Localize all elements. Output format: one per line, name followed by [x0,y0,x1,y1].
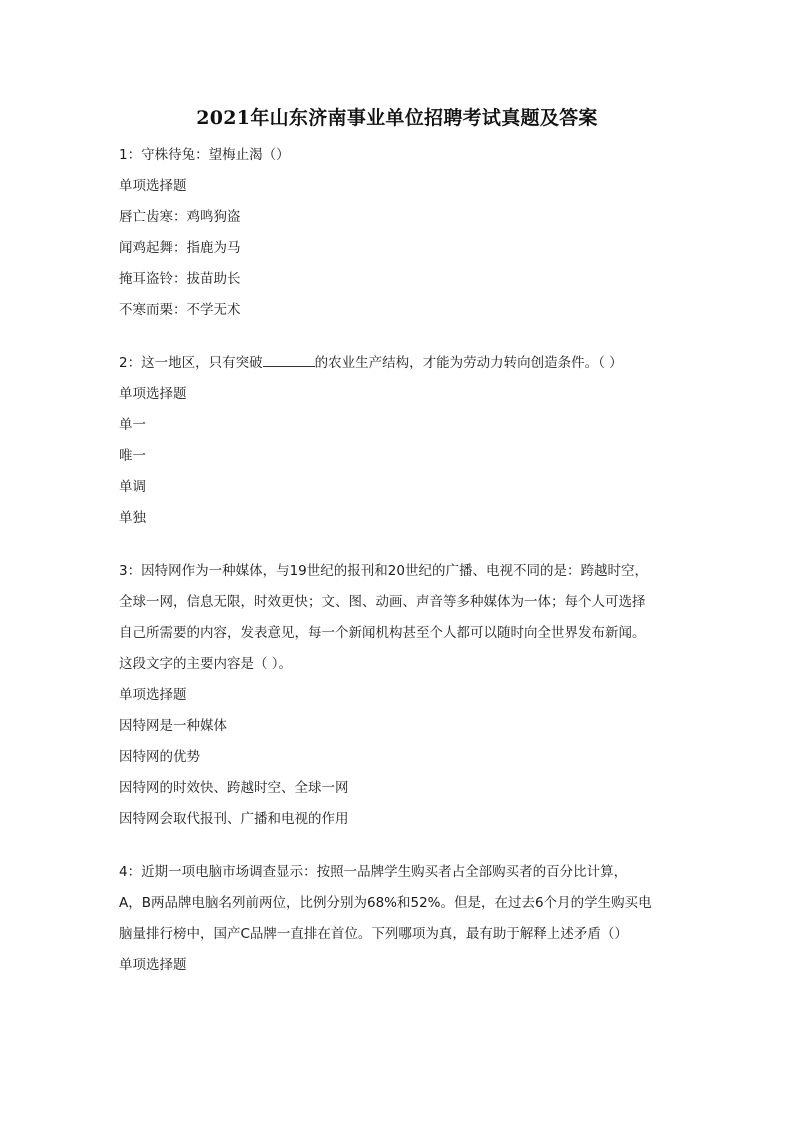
question-type: 单项选择题 [119,178,187,194]
question-type: 单项选择题 [119,386,187,402]
question-stem-line: 3：因特网作为一种媒体，与19世纪的报刊和20世纪的广播、电视不同的是：跨越时空， [119,563,648,579]
question-stem-line: 这段文字的主要内容是（ ）。 [119,656,293,672]
question-stem-line: 1：守株待兔：望梅止渴（） [119,147,290,163]
option-d: 不寒而栗：不学无术 [119,302,241,318]
option-c: 单调 [119,479,146,495]
question-list [119,140,679,1003]
option-a: 唇亡齿寒：鸡鸣狗盗 [119,209,241,225]
question-type: 单项选择题 [119,957,187,973]
question-type: 单项选择题 [119,687,187,703]
fill-in-blank [263,352,315,367]
question-2 [119,348,679,534]
option-d: 因特网会取代报刊、广播和电视的作用 [119,811,349,827]
question-1 [119,140,679,326]
option-a: 因特网是一种媒体 [119,718,227,734]
question-stem-line: 4：近期一项电脑市场调查显示：按照一品牌学生购买者占全部购买者的百分比计算， [119,864,628,880]
question-stem-line: A，B两品牌电脑名列前两位，比例分别为68%和52%。但是，在过去6个月的学生购买电 [119,895,652,911]
stem-before-blank: 2：这一地区，只有突破 [119,355,263,371]
question-stem-line [119,348,679,379]
page-title: 2021年山东济南事业单位招聘考试真题及答案 [196,107,598,129]
question-stem-line: 脑量排行榜中，国产C品牌一直排在首位。下列哪项为真，最有助于解释上述矛盾（） [119,926,628,942]
stem-after-blank: 的农业生产结构，才能为劳动力转向创造条件。（ ） [314,355,623,371]
option-b: 闻鸡起舞：指鹿为马 [119,240,241,256]
question-4 [119,857,679,981]
question-stem-line: 全球一网，信息无限，时效更快；文、图、动画、声音等多种媒体为一体；每个人可选择 [119,594,646,610]
question-stem-line: 自己所需要的内容，发表意见，每一个新闻机构甚至个人都可以随时向全世界发布新闻。 [119,625,646,641]
option-d: 单独 [119,510,146,526]
option-c: 因特网的时效快、跨越时空、全球一网 [119,780,349,796]
option-b: 因特网的优势 [119,749,200,765]
option-a: 单一 [119,417,146,433]
question-3 [119,556,679,835]
option-b: 唯一 [119,448,146,464]
option-c: 掩耳盗铃：拔苗助长 [119,271,241,287]
